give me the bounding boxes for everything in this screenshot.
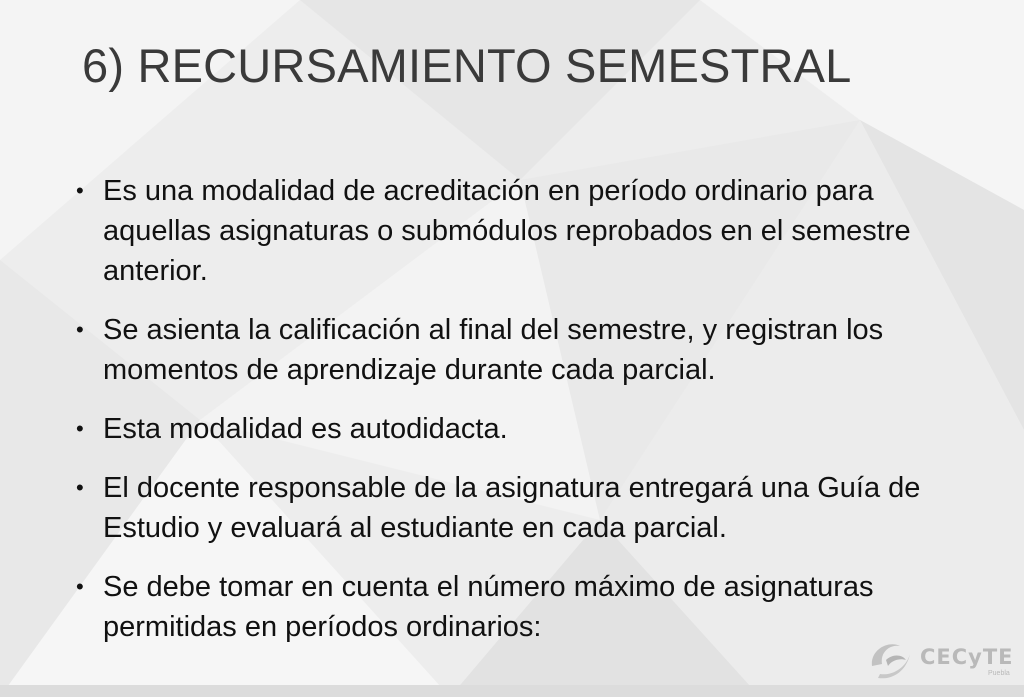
bullet-point-icon: • <box>76 416 84 441</box>
bullet-item <box>76 171 956 291</box>
bullet-item <box>76 468 956 548</box>
logo-name: CECyTE <box>920 645 1014 669</box>
bullet-point-icon: • <box>76 178 84 203</box>
bullet-text: Es una modalidad de acreditación en período ordinario para aquellas asignaturas o submódulos reprobados en el semestre anterior. <box>103 175 911 287</box>
bullet-text: Se asienta la calificación al final del semestre, y registran los momentos de aprendizaje durante cada parcial. <box>103 314 884 386</box>
bullet-point-icon: • <box>76 475 84 500</box>
cecyte-swirl-icon <box>866 636 916 682</box>
slide-title: 6) RECURSAMIENTO SEMESTRAL <box>82 39 852 92</box>
bullet-text: El docente responsable de la asignatura entregará una Guía de Estudio y evaluará al estudiante en cada parcial. <box>103 472 921 544</box>
bullet-point-icon: • <box>76 317 84 342</box>
logo-subtitle: Puebla <box>988 670 1010 677</box>
bullet-item <box>76 310 956 390</box>
bullet-point-icon: • <box>76 574 84 599</box>
bullet-text: Se debe tomar en cuenta el número máximo de asignaturas permitidas en períodos ordinarios: <box>103 571 874 643</box>
bullet-text: Esta modalidad es autodidacta. <box>103 413 508 445</box>
bullet-item <box>76 567 956 647</box>
bullet-list <box>76 171 956 666</box>
cecyte-logo <box>866 636 1016 682</box>
bullet-item <box>76 409 956 449</box>
